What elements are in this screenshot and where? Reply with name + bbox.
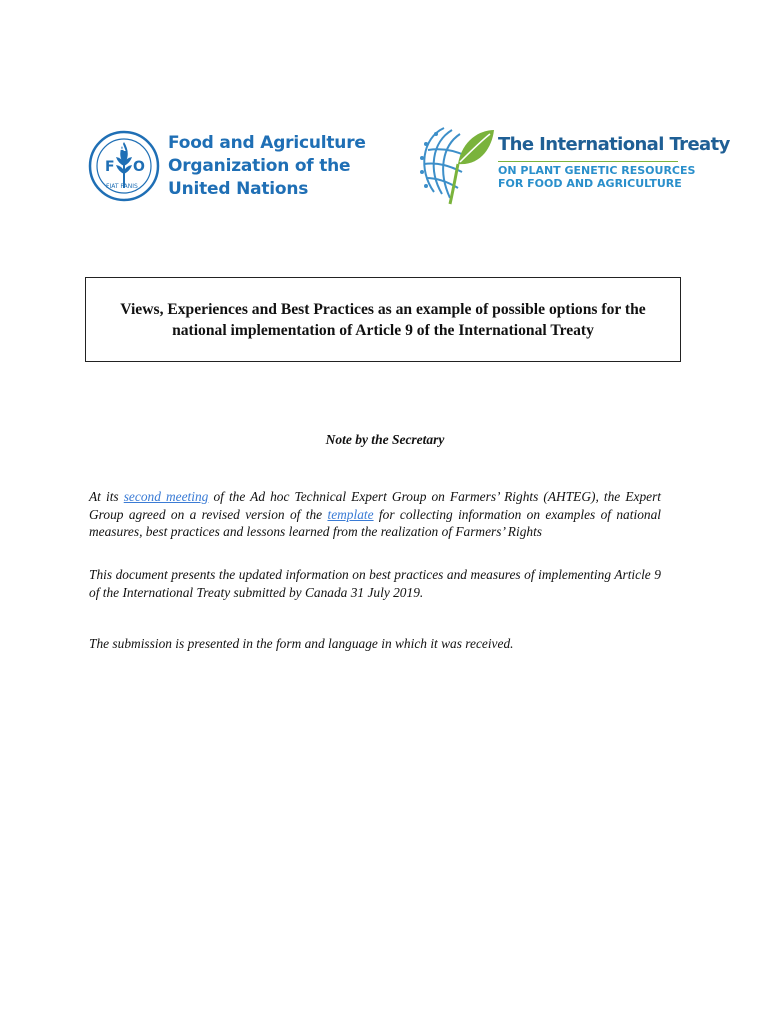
para1-text-middle: of the Ad hoc Technical Expert Group on Farmers’ Rights (AHTEG), the Expert Group agreed on a revised version of the bbox=[89, 489, 662, 522]
fao-name-line3: United Nations bbox=[168, 179, 309, 199]
para1-text-start: At its bbox=[89, 489, 124, 504]
treaty-subtitle-line1: ON PLANT GENETIC RESOURCES bbox=[498, 164, 696, 177]
second-meeting-link[interactable]: second meeting bbox=[123, 489, 209, 504]
fao-emblem-icon bbox=[88, 130, 160, 202]
svg-text:F: F bbox=[105, 159, 115, 175]
treaty-subtitle-line2: FOR FOOD AND AGRICULTURE bbox=[498, 177, 682, 190]
intro-paragraph bbox=[89, 488, 661, 541]
treaty-title: The International Treaty bbox=[498, 134, 730, 155]
fao-logo bbox=[88, 130, 366, 202]
treaty-logo bbox=[414, 120, 730, 210]
document-title: Views, Experiences and Best Practices as an example of possible options for the national implementation of Article 9 of the International Treaty bbox=[120, 300, 646, 339]
svg-text:FIAT PANIS: FIAT PANIS bbox=[106, 183, 138, 190]
svg-text:A: A bbox=[118, 143, 126, 154]
fao-name-line2: Organization of the bbox=[168, 156, 351, 176]
para1-text-end: for collecting information on examples of national measures, best practices and lessons learned from the realization of Farmers’ Rights bbox=[89, 506, 662, 539]
svg-text:O: O bbox=[133, 159, 145, 175]
fao-wordmark bbox=[168, 132, 366, 201]
submission-paragraph: This document presents the updated information on best practices and measures of implementing Article 9 of the International Treaty submitted by Canada 31 July 2019. bbox=[89, 567, 661, 600]
document-title-box bbox=[85, 277, 681, 362]
treaty-subtitle bbox=[498, 164, 695, 190]
fao-name-line1: Food and Agriculture bbox=[168, 133, 366, 153]
note-heading: Note by the Secretary bbox=[325, 432, 445, 447]
template-link[interactable]: template bbox=[327, 506, 374, 522]
form-language-paragraph: The submission is presented in the form and language in which it was received. bbox=[89, 636, 514, 651]
logo-header bbox=[88, 120, 730, 210]
treaty-divider bbox=[498, 161, 678, 162]
treaty-globe-leaf-icon bbox=[414, 120, 496, 206]
